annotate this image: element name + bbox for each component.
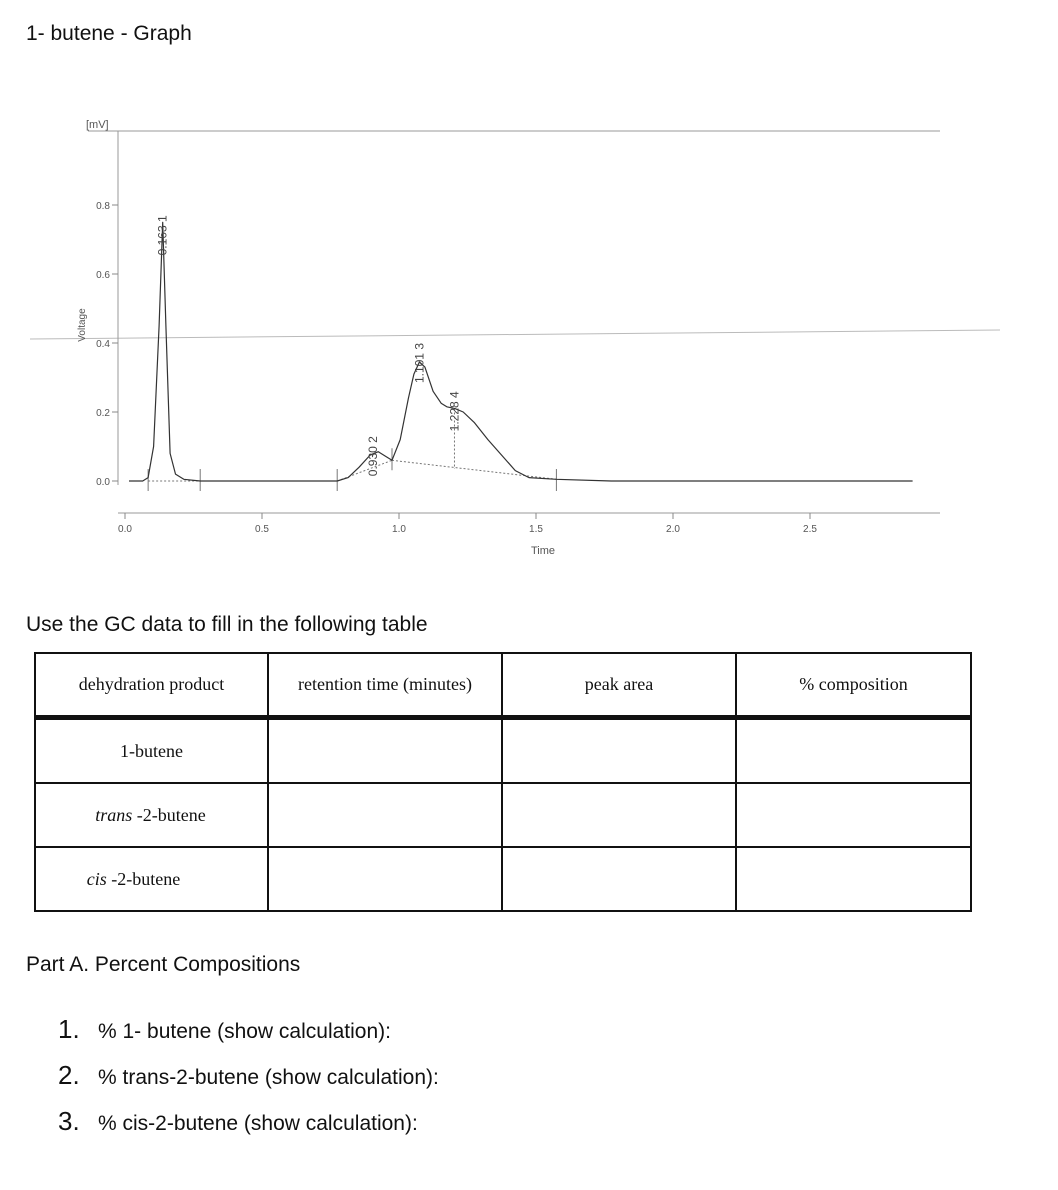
table-row-1-butene (35, 718, 971, 784)
y-axis-title: Voltage (77, 308, 88, 342)
product-name: 1-butene (120, 740, 183, 761)
question-text: % trans-2-butene (show calculation): (98, 1066, 439, 1089)
question-list (58, 1014, 439, 1152)
peak-baselines (148, 409, 556, 491)
x-axis-title: Time (530, 545, 556, 557)
product-prefix: trans (95, 804, 133, 825)
gc-chromatogram (0, 80, 1058, 580)
product-name-cell (35, 718, 268, 784)
y-tick-label: 0.8 (96, 201, 110, 212)
retention-time-cell[interactable] (268, 783, 502, 847)
x-tick-label: 0.5 (255, 524, 269, 535)
question-item (58, 1014, 439, 1060)
peak-area-cell[interactable] (502, 847, 736, 911)
signal-trace-group (129, 222, 913, 481)
signal-trace (129, 222, 913, 481)
peak-area-cell[interactable] (502, 718, 736, 784)
y-tick-label: 0.4 (96, 339, 110, 350)
table-row-cis-2-butene (35, 847, 971, 911)
document-heading: 1- butene - Graph (26, 22, 192, 45)
question-item (58, 1060, 439, 1106)
peak-label: 1.228 4 (447, 391, 462, 432)
header-percent-composition: % composition (736, 653, 971, 718)
question-number: 3. (58, 1106, 80, 1136)
question-text: % 1- butene (show calculation): (98, 1020, 391, 1043)
y-tick-label: 0.2 (96, 408, 110, 419)
table-row-trans-2-butene (35, 783, 971, 847)
product-name-cell (35, 783, 268, 847)
x-tick-label: 0.0 (118, 524, 132, 535)
composition-cell[interactable] (736, 783, 971, 847)
header-dehydration-product: dehydration product (35, 653, 268, 718)
peak-area-cell[interactable] (502, 783, 736, 847)
y-unit-label: [mV] (86, 119, 109, 131)
question-text: % cis-2-butene (show calculation): (98, 1112, 418, 1135)
retention-time-cell[interactable] (268, 847, 502, 911)
y-tick-label: 0.0 (96, 477, 110, 488)
peak-label: 1.101 3 (412, 343, 427, 384)
header-peak-area: peak area (502, 653, 736, 718)
x-tick-label: 2.5 (803, 524, 817, 535)
composition-cell[interactable] (736, 718, 971, 784)
retention-time-cell[interactable] (268, 718, 502, 784)
question-number: 1. (58, 1014, 80, 1044)
x-tick-label: 2.0 (666, 524, 680, 535)
peak-label: 0.163 1 (155, 215, 170, 256)
peak-3-4-baseline (392, 460, 556, 479)
composition-cell[interactable] (736, 847, 971, 911)
header-retention-time: retention time (minutes) (268, 653, 502, 718)
peak-labels (156, 215, 462, 476)
question-item (58, 1106, 439, 1152)
x-tick-label: 1.5 (529, 524, 543, 535)
y-tick-label: 0.6 (96, 270, 110, 281)
product-prefix: cis (86, 868, 107, 889)
chart-frame (30, 131, 1000, 513)
part-a-title: Part A. Percent Compositions (26, 953, 301, 976)
table-instructions: Use the GC data to fill in the following table (26, 613, 428, 636)
x-tick-label: 1.0 (392, 524, 406, 535)
gc-data-table (34, 652, 972, 912)
product-name: -2-butene (132, 804, 206, 825)
table-header-row (35, 653, 971, 718)
product-name: -2-butene (106, 868, 181, 889)
scan-line (30, 330, 1000, 339)
peak-label: 0.930 2 (365, 436, 380, 477)
question-number: 2. (58, 1060, 80, 1090)
product-name-cell (35, 847, 268, 911)
